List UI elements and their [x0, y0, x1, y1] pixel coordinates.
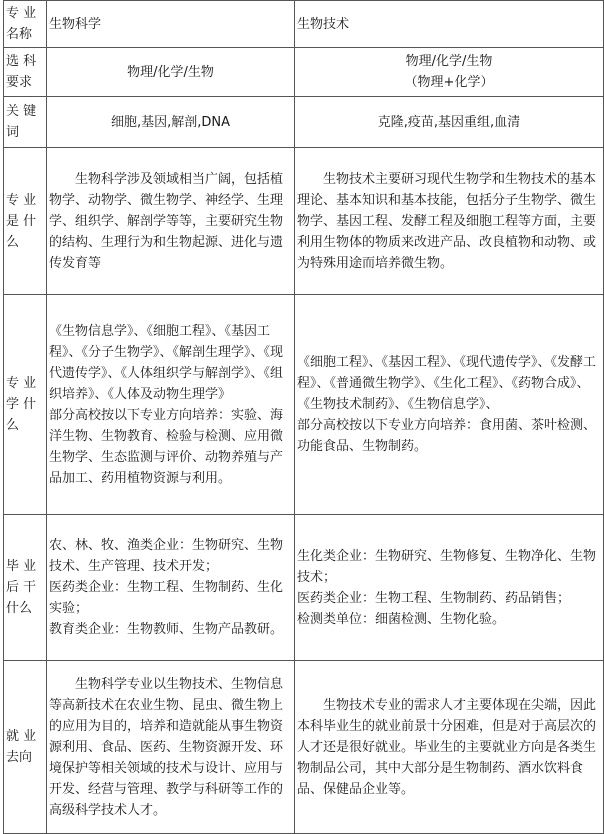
bio-science-subject-requirement: 物理/化学/生物	[47, 48, 295, 97]
bio-science-courses: 《生物信息学》、《细胞工程》、《基因工程》、《分子生物学》、《解剖生理学》、《现代遗传学》、《人体组织学与解剖学》、《组织培养》、《人体及动物生理学》 部分高校按以下专业方向培养：实验、海洋生物、生物教育、检验与检测、应用微生物学、生态监测与评价、动物养殖与产品加工、药用植物资源与利用。	[47, 295, 295, 515]
bio-science-careers: 农、林、牧、渔类企业：生物研究、生物技术、生产管理、技术开发； 医药类企业：生物工程、生物制药、生化实验； 教育类企业：生物教师、生物产品教研。	[47, 515, 295, 661]
table-row	[4, 515, 604, 661]
table-row	[4, 295, 604, 515]
table-row	[4, 48, 604, 97]
table-row	[4, 661, 604, 834]
row-label-major-name: 专 业 名称	[4, 1, 47, 48]
bio-tech-subject-requirement: 物理/化学/生物 （物理+化学）	[295, 48, 604, 97]
row-label-employment: 就 业 去向	[4, 661, 47, 834]
bio-science-description: 生物科学涉及领域相当广阔，包括植物学、动物学、微生物学、神经学、生理学、组织学、解剖学等等，主要研究生物的结构、生理行为和生物起源、进化与遗传发育等	[47, 148, 295, 295]
row-label-after-graduation: 毕 业 后 干 什么	[4, 515, 47, 661]
row-label-what-is-major: 专 业 是 什 么	[4, 148, 47, 295]
row-label-keywords: 关 键 词	[4, 97, 47, 148]
table-row	[4, 1, 604, 48]
table-row	[4, 148, 604, 295]
row-label-subject-requirement: 选 科 要求	[4, 48, 47, 97]
bio-science-keywords: 细胞,基因,解剖,DNA	[47, 97, 295, 148]
major-comparison-table	[3, 0, 604, 834]
bio-tech-careers: 生化类企业：生物研究、生物修复、生物净化、生物技术； 医药类企业：生物工程、生物制药、药品销售； 检测类单位：细菌检测、生物化验。	[295, 515, 604, 661]
bio-tech-major-name: 生物技术	[295, 1, 604, 48]
table-row	[4, 97, 604, 148]
row-label-what-to-learn: 专 业 学 什 么	[4, 295, 47, 515]
bio-science-employment: 生物科学专业以生物技术、生物信息等高新技术在农业生物、昆虫、微生物上的应用为目的，培养和造就能从事生物资源利用、食品、医药、生物资源开发、环境保护等相关领域的技术与设计、应用与开发、经营与管理、教学与科研等工作的高级科学技术人才。	[47, 661, 295, 834]
bio-tech-keywords: 克隆,疫苗,基因重组,血清	[295, 97, 604, 148]
bio-tech-courses: 《细胞工程》、《基因工程》、《现代遗传学》、《发酵工程》、《普通微生物学》、《生化工程》、《药物合成》、《生物技术制药》、《生物信息学》、 部分高校按以下专业方向培养：食用菌、茶叶检测、功能食品、生物制药。	[295, 295, 604, 515]
bio-tech-employment: 生物技术专业的需求人才主要体现在尖端，因此本科毕业生的就业前景十分困难，但是对于高层次的人才还是很好就业。毕业生的主要就业方向是各类生物制品公司，其中大部分是生物制药、酒水饮料食品、保健品企业等。	[295, 661, 604, 834]
bio-science-major-name: 生物科学	[47, 1, 295, 48]
bio-tech-description: 生物技术主要研习现代生物学和生物技术的基本理论、基本知识和基本技能，包括分子生物学、微生物学、基因工程、发酵工程及细胞工程等方面，主要利用生物体的物质来改进产品、改良植物和动物、或为特殊用途而培养微生物。	[295, 148, 604, 295]
